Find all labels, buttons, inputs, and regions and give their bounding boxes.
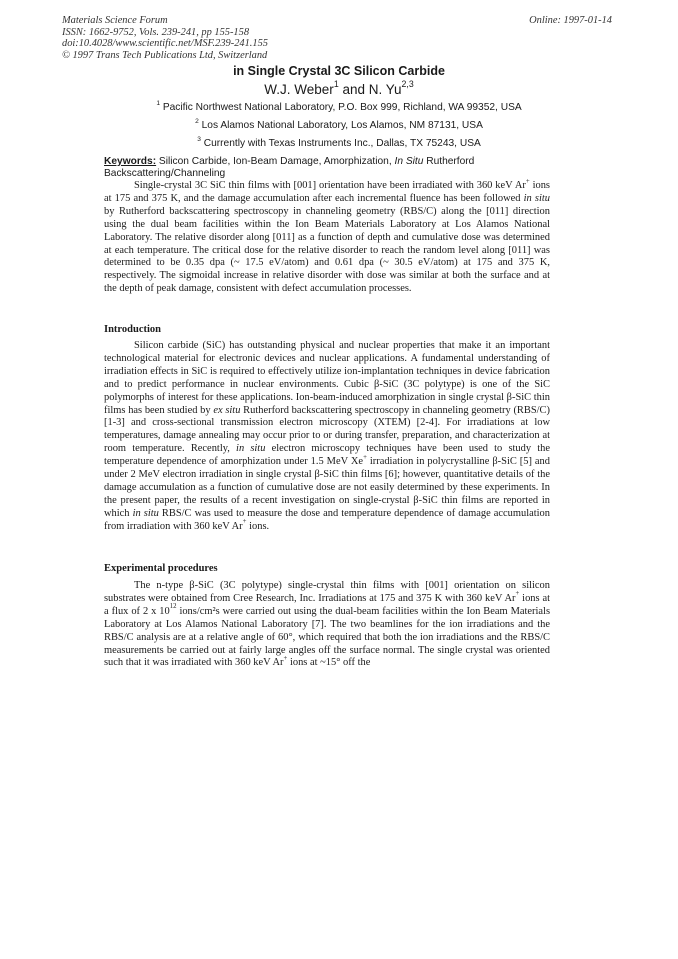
exp-text-1: The n-type β-SiC (3C polytype) single-crystal thin films with [001] orientation on silicon substrates were obtained from Cree Research, Inc. Irradiations at 175 and 375 K with 360 keV Ar	[104, 580, 550, 604]
introduction-paragraph	[104, 340, 550, 534]
affiliation-1-sup: 1	[156, 99, 160, 107]
abstract-sup: +	[525, 177, 530, 185]
author-2-sup: 2,3	[401, 79, 414, 90]
intro-text-2: Rutherford backscattering spectroscopy in channeling geometry (RBS/C) [1-3] and cross-sectional transmission electron microscopy (XTEM) [2-4]. For irradiations at low temperatures, damage annealing may occur prior to or during transfer, preparation, and characterization at room temperature. Recently,	[104, 404, 550, 455]
keywords-text-1: Silicon Carbide, Ion-Beam Damage, Amorphization,	[156, 156, 395, 167]
journal-name: Materials Science Forum	[62, 15, 168, 26]
paper-title: in Single Crystal 3C Silicon Carbide	[233, 64, 445, 78]
experimental-heading: Experimental procedures	[104, 563, 218, 574]
intro-text-5: RBS/C was used to measure the dose and temperature dependence of damage accumulation from irradiation with 360 keV Ar	[104, 507, 550, 532]
keywords-label: Keywords:	[104, 156, 157, 167]
keywords	[104, 156, 524, 179]
author-1: W.J. Weber	[264, 82, 334, 97]
copyright-line: © 1997 Trans Tech Publications Ltd, Switzerland	[62, 49, 268, 61]
intro-text-4: irradiation in polycrystalline β-SiC [5] and under 2 MeV electron irradiation in single crystal β-SiC thin films [6]; however, quantitative details of the damage accumulation as a function of cumulative dose are not easily determined by these experiments. In the present paper, the results of a recent investigation on single-crystal β-SiC thin films are reported in which	[104, 456, 550, 519]
affiliation-2-sup: 2	[195, 117, 199, 125]
affiliation-3-text: Currently with Texas Instruments Inc., Dallas, TX 75243, USA	[203, 138, 481, 149]
intro-sup-2: +	[242, 518, 247, 526]
exp-sup-1: +	[515, 590, 520, 598]
intro-text-6: ions.	[246, 520, 270, 532]
affiliation-1-text: Pacific Northwest National Laboratory, P.O. Box 999, Richland, WA 99352, USA	[162, 102, 522, 113]
exp-sup-2: 12	[169, 603, 177, 611]
online-date: Online: 1997-01-14	[529, 15, 612, 26]
journal-header	[62, 15, 268, 61]
exp-text-4: ions at ~15° off the	[287, 657, 371, 669]
intro-italic-2: in situ	[236, 443, 266, 455]
introduction-heading: Introduction	[104, 324, 161, 335]
experimental-paragraph	[104, 580, 550, 670]
abstract-text-2: ions at 175 and 375 K, and the damage accumulation after each incremental fluence has been followed	[104, 180, 550, 204]
intro-sup-1: +	[363, 453, 367, 461]
exp-sup-3: +	[283, 654, 288, 662]
affiliation-1	[0, 99, 678, 113]
intro-italic-1: ex situ	[213, 404, 241, 416]
keywords-text-italic: In Situ	[394, 156, 424, 167]
affiliation-2	[0, 117, 678, 131]
affiliation-2-text: Los Alamos National Laboratory, Los Alamos, NM 87131, USA	[201, 120, 483, 131]
author-line	[0, 79, 678, 97]
intro-text-1: Silicon carbide (SiC) has outstanding physical and nuclear properties that make it an important technological material for electronic devices and nuclear applications. A fundamental understanding of irradiation effects in SiC is required to effectively utilize ion-implantation techniques in device fabrication and to predict performance in nuclear environments. Cubic β-SiC (3C polytype) is one of the SiC polymorphs of interest for these applications. Ion-beam-induced amorphization in single crystal β-SiC thin films has been studied by	[104, 340, 550, 416]
affiliation-3	[0, 135, 678, 149]
intro-text-3: electron microscopy techniques have been used to study the temperature dependence of amorphization under 1.5 MeV Xe	[104, 443, 551, 468]
doi-line: doi:10.4028/www.scientific.net/MSF.239-241.155	[62, 38, 268, 50]
author-2: and N. Yu	[338, 82, 402, 97]
exp-text-3: ions/cm²s were carried out using the dual-beam facilities within the Ion Beam Materials Laboratory at Los Alamos National Laboratory [7]. The two beamlines for the ion irradiations and the RBS/C analysis are at a relative angle of 60°, which required that both the ion irradiations and the RBS/C measurements be carried out at fairly large angles off the surface normal. The single crystal was oriented such that it was irradiated with 360 keV Ar	[104, 605, 551, 669]
exp-text-2: ions at a flux of 2 x 10	[104, 592, 550, 617]
intro-italic-3: in situ	[132, 507, 159, 519]
abstract-text-3: by Rutherford backscattering spectroscopy in channeling geometry (RBS/C) along the [011] direction using the dual beam facilities within the Ion Beam Materials Laboratory at Los Alamos National Laboratory. The relative disorder along [011] as a function of depth and cumulative dose was determined at each temperature. The critical dose for the relative disorder to reach the random level along [011] was determined to be 0.35 dpa (~ 17.5 eV/atom) and 0.61 dpa (~ 30.5 eV/atom) at 175 and 375 K, respectively. The sigmoidal increase in relative disorder with dose was similar at both the surface and at the depth of peak damage, consistent with defect accumulation processes.	[104, 205, 550, 295]
affiliation-3-sup: 3	[197, 135, 201, 143]
abstract-paragraph	[104, 177, 550, 296]
abstract-text-1: Single-crystal 3C SiC thin films with [001] orientation have been irradiated with 360 keV Ar	[134, 180, 526, 191]
keywords-text-2: Rutherford Backscattering/Channeling	[104, 156, 475, 179]
abstract-italic: in situ	[523, 192, 550, 204]
issn-line: ISSN: 1662-9752, Vols. 239-241, pp 155-158	[62, 26, 250, 38]
author-1-sup: 1	[333, 79, 339, 90]
